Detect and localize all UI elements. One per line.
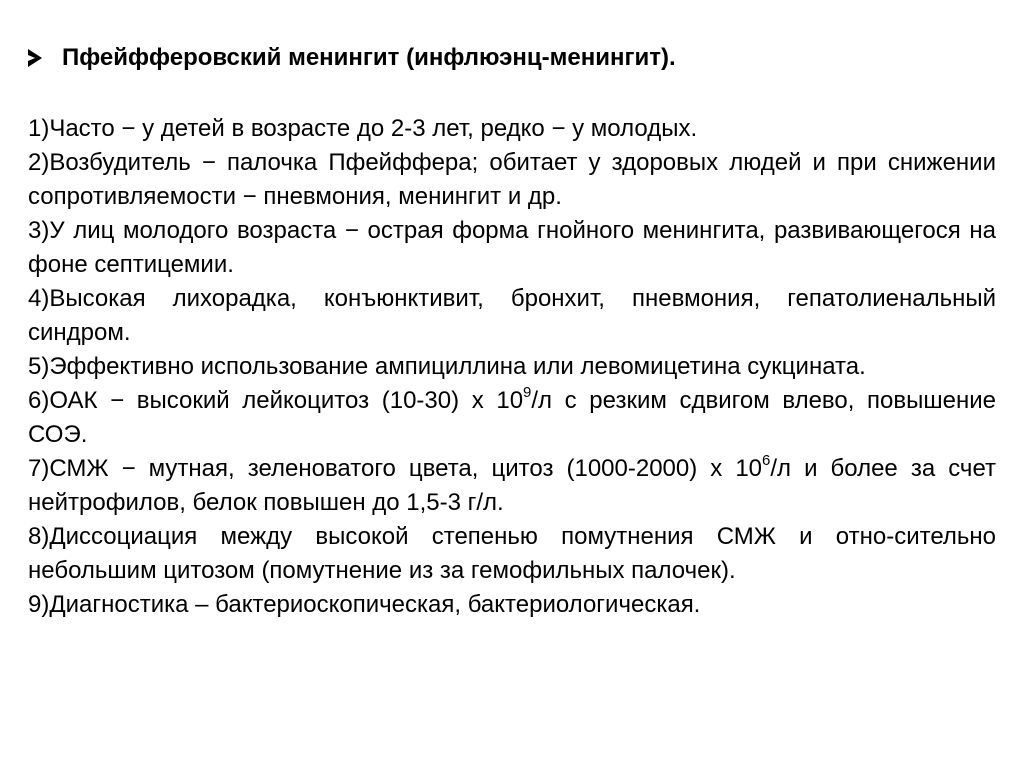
list-item-2 — [28, 146, 996, 214]
list-item-text: 1)Часто − у детей в возрасте до 2-3 лет, редко − у молодых. — [28, 115, 698, 142]
item-list — [28, 112, 996, 622]
superscript-exponent: 9 — [523, 384, 532, 401]
list-item-7 — [28, 452, 996, 520]
slide-heading — [28, 38, 676, 78]
list-item-text-post: /л и более за счет нейтрофилов, белок повышен до 1,5-3 г/л. — [28, 455, 996, 516]
list-item-text-pre: 6)ОАК − высокий лейкоцитоз (10-30) х 10 — [28, 387, 524, 414]
list-item-text: 2)Возбудитель − палочка Пфейффера; обитает у здоровых людей и при снижении сопротивляемости − пневмония, менингит и др. — [28, 149, 996, 210]
list-item-1 — [28, 112, 996, 146]
list-item-6 — [28, 384, 996, 452]
list-item-8 — [28, 520, 996, 588]
list-item-text: 5)Эффективно использование ампициллина или левомицетина сукцината. — [28, 353, 866, 380]
list-item-text: 9)Диагностика – бактериоскопическая, бактериологическая. — [28, 591, 701, 618]
arrowhead-bullet-icon — [28, 49, 42, 67]
list-item-text: 4)Высокая лихорадка, конъюнктивит, бронхит, пневмония, гепатолиенальный синдром. — [28, 285, 996, 346]
list-item-4 — [28, 282, 996, 350]
list-item-9 — [28, 588, 996, 622]
list-item-text: 3)У лиц молодого возраста − острая форма гнойного менингита, развивающегося на фоне септицемии. — [28, 217, 996, 278]
list-item-text-post: /л с резким сдвигом влево, повышение СОЭ. — [28, 387, 996, 448]
superscript-exponent: 6 — [762, 452, 771, 469]
slide-title: Пфейфферовский менингит (инфлюэнц-менингит). — [62, 44, 676, 71]
list-item-3 — [28, 214, 996, 282]
list-item-5 — [28, 350, 996, 384]
list-item-text: 8)Диссоциация между высокой степенью помутнения СМЖ и отно-сительно небольшим цитозом (помутнение из за гемофильных палочек). — [28, 523, 996, 584]
list-item-text-pre: 7)СМЖ − мутная, зеленоватого цвета, цитоз (1000-2000) х 10 — [28, 455, 763, 482]
